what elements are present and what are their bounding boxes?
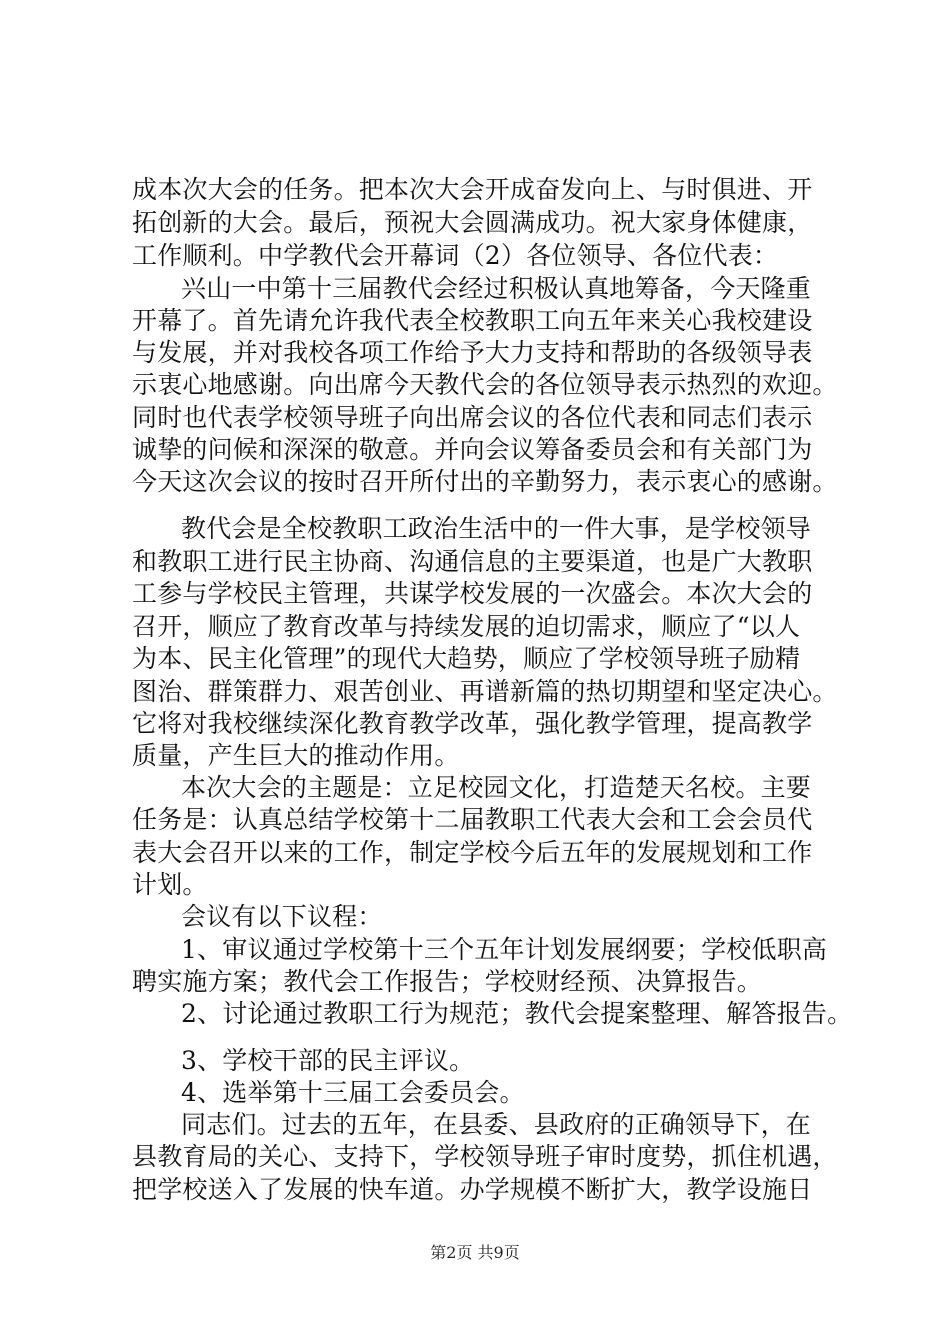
text-line: 县教育局的关心、支持下，学校领导班子审时度势，抓住机遇，: [132, 1142, 838, 1171]
page-number-footer: 第2页 共9页: [430, 1243, 520, 1262]
text-line: 兴山一中第十三届教代会经过积极认真地筹备，今天隆重: [181, 274, 812, 303]
text-line: 今天这次会议的按时召开所付出的辛勤努力，表示衷心的感谢。: [132, 467, 838, 496]
text-line: 表大会召开以来的工作，制定学校今后五年的发展规划和工作: [132, 838, 813, 867]
text-line: 同时也代表学校领导班子向出席会议的各位代表和同志们表示: [132, 403, 813, 432]
text-line: 2、讨论通过教职工行为规范；教代会提案整理、解答报告。: [181, 999, 853, 1028]
text-line: 召开，顺应了教育改革与持续发展的迫切需求，顺应了“以人: [132, 612, 801, 641]
text-line: 开幕了。首先请允许我代表全校教职工向五年来关心我校建设: [132, 306, 813, 335]
text-line: 1、审议通过学校第十三个五年计划发展纲要；学校低职高: [181, 935, 828, 964]
text-line: 同志们。过去的五年，在县委、县政府的正确领导下，在: [181, 1110, 812, 1139]
text-line: 计划。: [132, 870, 208, 899]
text-line: 把学校送入了发展的快车道。办学规模不断扩大，教学设施日: [132, 1175, 813, 1204]
text-line: 和教职工进行民主协商、沟通信息的主要渠道，也是广大教职: [132, 547, 813, 576]
text-line: 为本、民主化管理”的现代大趋势，顺应了学校领导班子励精: [132, 644, 801, 673]
text-line: 拓创新的大会。最后，预祝大会圆满成功。祝大家身体健康，: [132, 208, 813, 237]
text-line: 聘实施方案；教代会工作报告；学校财经预、决算报告。: [132, 967, 763, 996]
text-line: 诚挚的问候和深深的敬意。并向会议筹备委员会和有关部门为: [132, 435, 813, 464]
text-line: 图治、群策群力、艰苦创业、再谱新篇的热切期望和坚定决心。: [132, 677, 838, 706]
text-line: 3、学校干部的民主评议。: [181, 1046, 475, 1075]
text-line: 它将对我校继续深化教育教学改革，强化教学管理，提高教学: [132, 709, 813, 738]
text-line: 本次大会的主题是：立足校园文化，打造楚天名校。主要: [181, 773, 812, 802]
text-line: 会议有以下议程：: [181, 902, 383, 931]
text-line: 4、选举第十三届工会委员会。: [181, 1078, 525, 1107]
text-line: 成本次大会的任务。把本次大会开成奋发向上、与时俱进、开: [132, 175, 813, 204]
text-line: 示衷心地感谢。向出席今天教代会的各位领导表示热烈的欢迎。: [132, 370, 838, 399]
text-line: 教代会是全校教职工政治生活中的一件大事，是学校领导: [181, 514, 812, 543]
text-line: 工参与学校民主管理，共谋学校发展的一次盛会。本次大会的: [132, 579, 813, 608]
text-line: 与发展，并对我校各项工作给予大力支持和帮助的各级领导表: [132, 338, 813, 367]
text-line: 质量，产生巨大的推动作用。: [132, 741, 460, 770]
text-line: 工作顺利。中学教代会开幕词（2）各位领导、各位代表：: [132, 241, 779, 270]
text-line: 任务是：认真总结学校第十二届教职工代表大会和工会会员代: [132, 805, 813, 834]
